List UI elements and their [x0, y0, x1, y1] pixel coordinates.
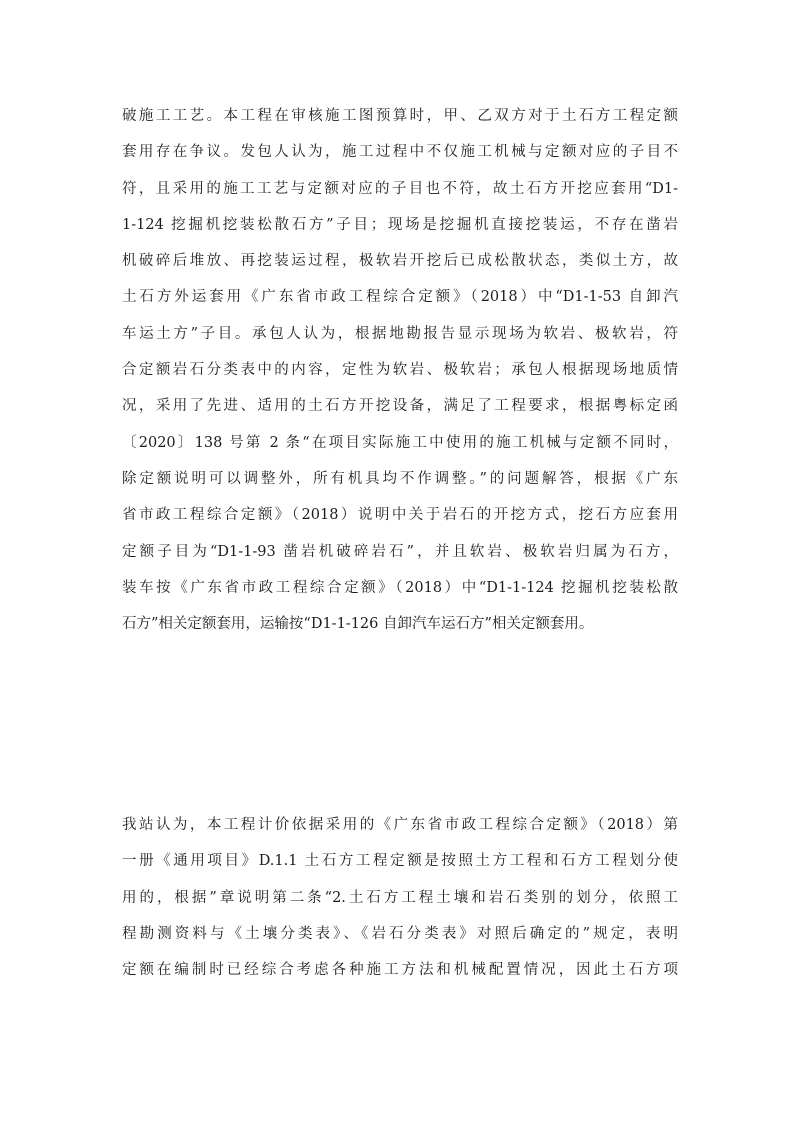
paragraph-station-opinion [122, 807, 678, 988]
text-line: 装车按《广东省市政工程综合定额》（2018）中“D1-1-124 挖掘机挖装松散 [122, 579, 678, 596]
text-line: 我站认为，本工程计价依据采用的《广东省市政工程综合定额》（2018）第 [122, 817, 678, 833]
text-line: 石方”相关定额套用，运输按“D1-1-126 自卸汽车运石方”相关定额套用。 [122, 616, 594, 633]
text-line: 车运土方”子目。承包人认为，根据地勘报告显示现场为软岩、极软岩，符 [122, 325, 678, 342]
text-line: 一册《通用项目》D.1.1 土石方工程定额是按照土方工程和石方工程划分使 [122, 853, 678, 870]
text-line: 土石方外运套用《广东省市政工程综合定额》（2018）中“D1-1-53 自卸汽 [122, 289, 678, 306]
text-line: 用的，根据”章说明第二条“2.土石方工程土壤和岩石类别的划分，依照工 [122, 889, 678, 906]
text-line: 定额在编制时已经综合考虑各种施工方法和机械配置情况，因此土石方项 [122, 962, 678, 979]
text-line: 符，且采用的施工工艺与定额对应的子目也不符，故土石方开挖应套用“D1- [122, 180, 678, 197]
text-line: 机破碎后堆放、再挖装运过程，极软岩开挖后已成松散状态，类似土方，故 [122, 253, 678, 270]
text-line: 破施工工艺。本工程在审核施工图预算时，甲、乙双方对于土石方工程定额 [122, 108, 678, 124]
text-line: 合定额岩石分类表中的内容，定性为软岩、极软岩；承包人根据现场地质情 [122, 362, 678, 379]
text-line: 〔2020〕138 号第 2 条“在项目实际施工中使用的施工机械与定额不同时， [122, 434, 678, 451]
text-line: 除定额说明可以调整外，所有机具均不作调整。”的问题解答，根据《广东 [122, 470, 678, 487]
text-line: 省市政工程综合定额》（2018）说明中关于岩石的开挖方式，挖石方应套用 [122, 507, 678, 524]
text-line: 定额子目为“D1-1-93 凿岩机破碎岩石”，并且软岩、极软岩归属为石方， [122, 543, 678, 560]
paragraph-dispute-description [122, 98, 678, 642]
text-line: 况，采用了先进、适用的土石方开挖设备，满足了工程要求，根据粤标定函 [122, 398, 678, 415]
text-line: 1-124 挖掘机挖装松散石方”子目；现场是挖掘机直接挖装运，不存在凿岩 [122, 216, 678, 233]
text-line: 程勘测资料与《土壤分类表》、《岩石分类表》对照后确定的”规定，表明 [122, 925, 678, 942]
text-line: 套用存在争议。发包人认为，施工过程中不仅施工机械与定额对应的子目不 [122, 144, 678, 161]
